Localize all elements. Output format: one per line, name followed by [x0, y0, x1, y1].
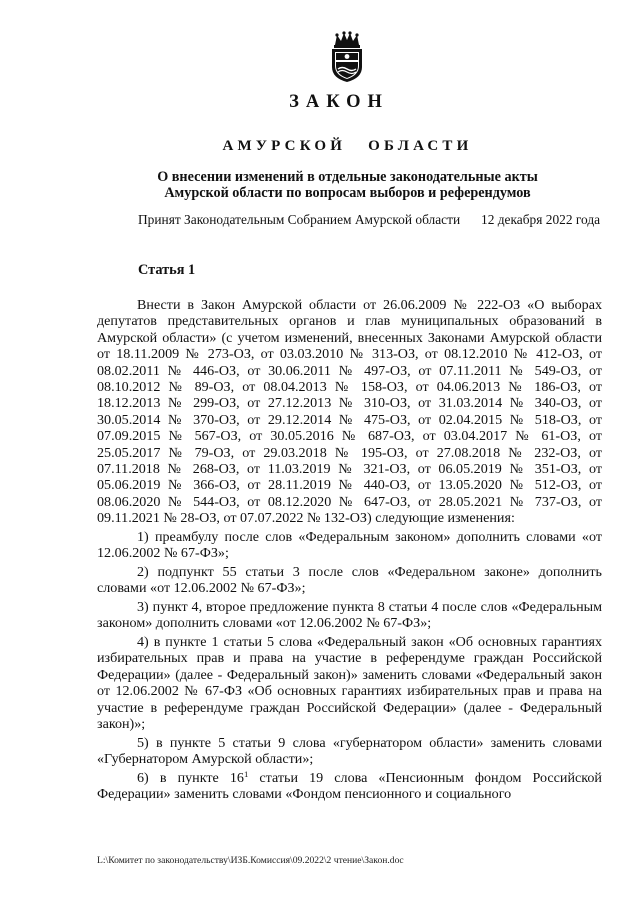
file-path-footer: L:\Комитет по законодательству\ИЗБ.Комиссия\09.2022\2 чтение\Закон.doc: [97, 855, 404, 866]
article-intro-paragraph: Внести в Закон Амурской области от 26.06.2009 № 222-ОЗ «О выборах депутатов представительных органов и глав муниципальных образований в Амурской области» (с учетом изменений, внесенных Законами Амурской области от 18.11.2009 № 273-ОЗ, от 03.03.2010 № 313-ОЗ, от 08.12.2010 № 412-ОЗ, от 08.02.2011 № 446-ОЗ, от 30.06.2011 № 497-ОЗ, от 07.11.2011 № 549-ОЗ, от 08.10.2012 № 89-ОЗ, от 08.04.2013 № 158-ОЗ, от 04.06.2013 № 186-ОЗ, от 18.12.2013 № 299-ОЗ, от 27.12.2013 № 310-ОЗ, от 31.03.2014 № 340-ОЗ, от 30.05.2014 № 370-ОЗ, от 29.12.2014 № 475-ОЗ, от 02.04.2015 № 518-ОЗ, от 07.09.2015 № 567-ОЗ, от 30.05.2016 № 687-ОЗ, от 03.04.2017 № 61-ОЗ, от 25.05.2017 № 79-ОЗ, от 29.03.2018 № 195-ОЗ, от 27.08.2018 № 232-ОЗ, от 07.11.2018 № 268-ОЗ, от 11.03.2019 № 321-ОЗ, от 06.05.2019 № 351-ОЗ, от 05.06.2019 № 366-ОЗ, от 28.11.2019 № 440-ОЗ, от 13.05.2020 № 512-ОЗ, от 08.06.2020 № 544-ОЗ, от 08.12.2020 № 647-ОЗ, от 28.05.2021 № 737-ОЗ, от 09.11.2021 № 28-ОЗ, от 07.07.2022 № 132-ОЗ) следующие изменения:: [97, 297, 602, 527]
law-title-line: Амурской области по вопросам выборов и референдумов: [164, 185, 531, 201]
article-heading: Статья 1: [138, 262, 196, 278]
amendment-item: [97, 770, 602, 803]
article-body: [97, 297, 602, 802]
document-type: ЗАКОН: [289, 92, 389, 112]
amendment-item: 4) в пункте 1 статьи 5 слова «Федеральный закон «Об основных гарантиях избирательных прав и права на участие в референдуме граждан Российской Федерации» (далее - Федеральный закон)» заменить словами «Федеральный закон от 12.06.2002 № 67-ФЗ «Об основных гарантиях избирательных прав и права на участие в референдуме граждан Российской Федерации» (далее - Федеральный закон)»;: [97, 633, 602, 732]
superscript-index: 1: [243, 768, 249, 779]
amendment-item: 3) пункт 4, второе предложение пункта 8 статьи 4 после слов «Федеральным законом» дополнить словами «от 12.06.2002 № 67-ФЗ»;: [97, 598, 602, 632]
amendment-item-text: статьи 19 слова «Пенсионным фондом Российской Федерации» заменить словами «Фондом пенсионного и социального: [97, 769, 602, 802]
amendment-item-text: 6) в пункте 16: [137, 769, 244, 786]
law-title-line: О внесении изменений в отдельные законодательные акты: [157, 169, 538, 185]
law-title: [0, 169, 640, 201]
amur-region-coat-of-arms-icon: [329, 31, 365, 83]
region-name: АМУРСКОЙ ОБЛАСТИ: [222, 138, 473, 154]
adoption-statement: Принят Законодательным Собранием Амурской области: [138, 212, 461, 227]
adoption-date: 12 декабря 2022 года: [481, 212, 601, 227]
amendment-item: 1) преамбулу после слов «Федеральным законом» дополнить словами «от 12.06.2002 № 67-ФЗ»;: [97, 528, 602, 562]
amendment-item: 2) подпункт 55 статьи 3 после слов «Федеральном законе» дополнить словами «от 12.06.2002 № 67-ФЗ»;: [97, 563, 602, 597]
amendment-item: 5) в пункте 5 статьи 9 слова «губернатором области» заменить словами «Губернатором Амурской области»;: [97, 734, 602, 767]
